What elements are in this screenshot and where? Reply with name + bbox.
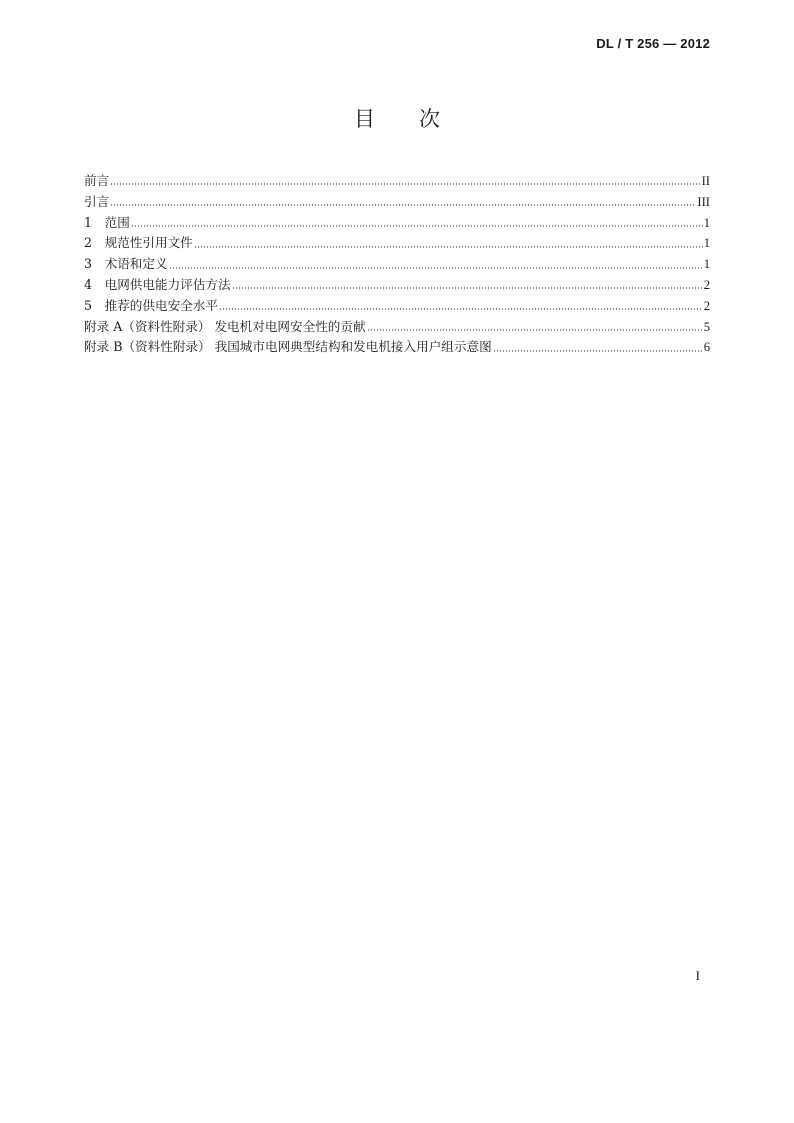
toc-entry-assessment-method[interactable] — [84, 275, 710, 296]
toc-entry-normative-references[interactable] — [84, 233, 710, 254]
toc-entry-label: 4 电网供电能力评估方法 — [84, 276, 231, 292]
toc-entry-security-level[interactable] — [84, 296, 710, 317]
toc-entry-introduction[interactable] — [84, 192, 710, 213]
toc-entry-label: 5 推荐的供电安全水平 — [84, 297, 218, 313]
toc-entry-preface[interactable] — [84, 171, 710, 192]
toc-entry-scope[interactable] — [84, 213, 710, 234]
toc-entry-label: 前言 — [84, 173, 110, 188]
toc-dot-leader — [367, 328, 703, 331]
toc-dot-leader — [110, 204, 696, 207]
toc-list — [84, 171, 710, 358]
toc-entry-appendix-a[interactable] — [84, 317, 710, 338]
toc-entry-label: 3 术语和定义 — [84, 256, 168, 272]
toc-entry-label: 附录 B（资料性附录） 我国城市电网典型结构和发电机接入用户组示意图 — [84, 339, 492, 355]
standard-code: DL / T 256 — 2012 — [596, 36, 710, 51]
toc-entry-page: 2 — [703, 277, 710, 292]
toc-entry-page: II — [701, 174, 710, 188]
toc-entry-page: 1 — [703, 236, 710, 251]
page-number: I — [695, 968, 700, 983]
toc-entry-appendix-b[interactable] — [84, 337, 710, 358]
toc-dot-leader — [169, 266, 703, 269]
toc-entry-page: 1 — [703, 257, 710, 272]
toc-entry-page: 2 — [703, 298, 710, 313]
toc-dot-leader — [232, 287, 703, 290]
toc-entry-label: 引言 — [84, 193, 110, 209]
toc-entry-page: 5 — [703, 319, 710, 334]
toc-dot-leader — [493, 349, 703, 352]
toc-title: 目次 — [354, 107, 484, 131]
toc-dot-leader — [110, 183, 700, 186]
toc-entry-page: 6 — [703, 340, 710, 355]
toc-entry-page: III — [697, 194, 710, 209]
toc-entry-label: 1 范围 — [84, 214, 130, 230]
toc-dot-leader — [131, 224, 703, 227]
toc-entry-terms-definitions[interactable] — [84, 254, 710, 275]
toc-dot-leader — [194, 245, 703, 248]
toc-entry-label: 2 规范性引用文件 — [84, 235, 193, 251]
toc-entry-page: 1 — [703, 215, 710, 230]
toc-dot-leader — [219, 308, 703, 311]
toc-entry-label: 附录 A（资料性附录） 发电机对电网安全性的贡献 — [84, 318, 366, 334]
